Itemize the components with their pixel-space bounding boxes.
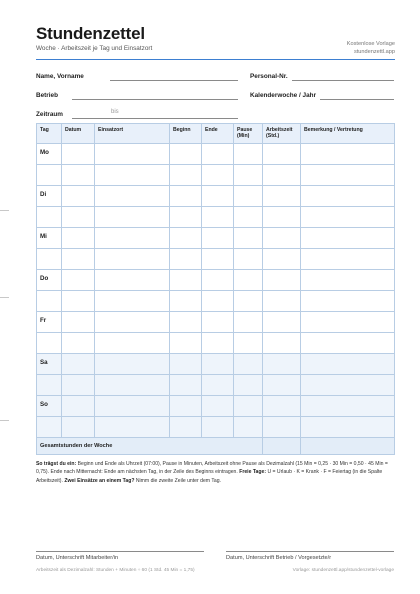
table-row bbox=[37, 228, 395, 249]
notes-text-3: Nimm die zweite Zeile unter dem Tag. bbox=[135, 477, 221, 484]
margin-mark bbox=[0, 210, 9, 211]
table-cell[interactable] bbox=[202, 186, 234, 207]
table-cell[interactable] bbox=[170, 207, 202, 228]
table-cell[interactable] bbox=[62, 312, 95, 333]
table-cell bbox=[37, 375, 62, 396]
table-cell[interactable] bbox=[170, 186, 202, 207]
table-cell[interactable] bbox=[263, 207, 301, 228]
table-cell[interactable] bbox=[263, 417, 301, 438]
table-cell[interactable] bbox=[234, 186, 263, 207]
table-cell[interactable] bbox=[263, 228, 301, 249]
betrieb-field[interactable] bbox=[72, 99, 238, 100]
table-cell[interactable] bbox=[95, 291, 170, 312]
col-header-pause: Pause (Min) bbox=[234, 124, 263, 144]
table-cell[interactable] bbox=[263, 249, 301, 270]
table-cell[interactable] bbox=[62, 186, 95, 207]
table-cell[interactable] bbox=[263, 165, 301, 186]
table-cell[interactable] bbox=[95, 165, 170, 186]
table-cell[interactable] bbox=[263, 396, 301, 417]
table-cell[interactable] bbox=[301, 312, 395, 333]
table-cell[interactable] bbox=[301, 144, 395, 165]
table-row bbox=[37, 207, 395, 228]
table-cell[interactable] bbox=[170, 165, 202, 186]
table-cell[interactable] bbox=[62, 375, 95, 396]
table-cell[interactable] bbox=[95, 354, 170, 375]
table-row bbox=[37, 270, 395, 291]
table-cell[interactable] bbox=[95, 249, 170, 270]
page-subtitle: Woche · Arbeitszeit je Tag und Einsatzort bbox=[36, 45, 153, 52]
table-cell bbox=[37, 291, 62, 312]
table-cell[interactable] bbox=[170, 312, 202, 333]
signature-line-employee[interactable] bbox=[36, 551, 204, 552]
table-cell[interactable] bbox=[170, 396, 202, 417]
header-rule bbox=[36, 59, 395, 60]
col-header-tag: Tag bbox=[37, 124, 62, 144]
table-cell[interactable] bbox=[202, 396, 234, 417]
margin-mark bbox=[0, 420, 9, 421]
col-header-bemerkung: Bemerkung / Vertretung bbox=[301, 124, 395, 144]
notes-heading-3: Zwei Einsätze an einem Tag? bbox=[64, 477, 135, 484]
table-row bbox=[37, 375, 395, 396]
table-cell[interactable] bbox=[202, 291, 234, 312]
badge-line-1: Kostenlose Vorlage bbox=[346, 41, 395, 47]
table-row bbox=[37, 165, 395, 186]
table-cell[interactable] bbox=[170, 333, 202, 354]
table-cell[interactable] bbox=[95, 396, 170, 417]
table-row bbox=[37, 249, 395, 270]
betrieb-label: Betrieb bbox=[36, 92, 59, 99]
table-cell[interactable] bbox=[301, 354, 395, 375]
table-cell[interactable] bbox=[301, 207, 395, 228]
zeitraum-field[interactable] bbox=[72, 118, 238, 119]
table-cell[interactable] bbox=[301, 417, 395, 438]
table-row bbox=[37, 333, 395, 354]
day-label-fr: Fr bbox=[37, 312, 62, 333]
footer-note: Arbeitszeit als Dezimalzahl: Stunden + Minuten ÷ 60 (1 Std. 45 Min = 1,75) bbox=[36, 568, 195, 573]
table-cell[interactable] bbox=[234, 333, 263, 354]
table-cell[interactable] bbox=[202, 165, 234, 186]
instructions bbox=[36, 460, 394, 485]
table-cell[interactable] bbox=[301, 333, 395, 354]
notes-text-1: Beginn und Ende als Uhrzeit (07:00), Pause in Minuten, Arbeitszeit ohne Pause als Dezimalzahl (15 Min = 0,25 · 30 Min = 0,50 · 45 Min = 0,75). Ende nach Mitternacht: Ende am nächsten Tag, in der Zeile des Beginns eintragen. bbox=[36, 461, 388, 476]
table-cell[interactable] bbox=[234, 312, 263, 333]
notes-heading-2: Freie Tage: bbox=[239, 469, 267, 476]
page-title: Stundenzettel bbox=[36, 24, 145, 43]
badge-line-2: stundenzettl.app bbox=[353, 49, 395, 55]
day-label-mi: Mi bbox=[37, 228, 62, 249]
table-cell[interactable] bbox=[263, 270, 301, 291]
table-cell[interactable] bbox=[202, 333, 234, 354]
total-empty-cell bbox=[301, 438, 395, 455]
total-label: Gesamtstunden der Woche bbox=[37, 438, 263, 455]
table-cell[interactable] bbox=[263, 375, 301, 396]
table-cell[interactable] bbox=[170, 144, 202, 165]
table-cell bbox=[37, 165, 62, 186]
table-cell[interactable] bbox=[95, 186, 170, 207]
day-label-sa: Sa bbox=[37, 354, 62, 375]
table-cell[interactable] bbox=[62, 144, 95, 165]
day-label-mo: Mo bbox=[37, 144, 62, 165]
table-cell[interactable] bbox=[234, 417, 263, 438]
table-cell[interactable] bbox=[62, 270, 95, 291]
col-header-beginn: Beginn bbox=[170, 124, 202, 144]
table-cell[interactable] bbox=[263, 333, 301, 354]
zeitraum-label: Zeitraum bbox=[36, 111, 63, 118]
table-cell[interactable] bbox=[301, 375, 395, 396]
name-field[interactable] bbox=[110, 80, 238, 81]
table-cell[interactable] bbox=[234, 249, 263, 270]
table-cell[interactable] bbox=[170, 270, 202, 291]
table-cell[interactable] bbox=[170, 354, 202, 375]
personal-nr-label: Personal-Nr. bbox=[250, 73, 288, 80]
signature-label-employee: Datum, Unterschrift Mitarbeiter/in bbox=[36, 555, 119, 561]
table-cell bbox=[37, 207, 62, 228]
table-cell[interactable] bbox=[170, 291, 202, 312]
table-cell[interactable] bbox=[95, 207, 170, 228]
day-label-so: So bbox=[37, 396, 62, 417]
day-label-di: Di bbox=[37, 186, 62, 207]
table-cell[interactable] bbox=[234, 165, 263, 186]
signature-line-employer[interactable] bbox=[226, 551, 394, 552]
kalenderwoche-field[interactable] bbox=[320, 99, 394, 100]
table-cell bbox=[37, 333, 62, 354]
col-header-datum: Datum bbox=[62, 124, 95, 144]
table-cell[interactable] bbox=[202, 312, 234, 333]
table-cell[interactable] bbox=[62, 291, 95, 312]
table-cell[interactable] bbox=[170, 417, 202, 438]
table-cell[interactable] bbox=[202, 270, 234, 291]
table-cell[interactable] bbox=[263, 312, 301, 333]
zeitraum-bis: bis bbox=[111, 109, 119, 115]
table-cell[interactable] bbox=[301, 249, 395, 270]
table-cell[interactable] bbox=[95, 417, 170, 438]
table-cell[interactable] bbox=[95, 375, 170, 396]
table-cell[interactable] bbox=[95, 228, 170, 249]
table-cell[interactable] bbox=[234, 270, 263, 291]
footer-source: Vorlage: stundenzettl.app/stundenzettel-vorlage bbox=[292, 568, 394, 573]
signature-label-employer: Datum, Unterschrift Betrieb / Vorgesetzte/r bbox=[226, 555, 332, 561]
table-cell[interactable] bbox=[202, 228, 234, 249]
table-cell[interactable] bbox=[202, 375, 234, 396]
table-cell[interactable] bbox=[234, 354, 263, 375]
table-cell[interactable] bbox=[263, 291, 301, 312]
table-cell[interactable] bbox=[170, 375, 202, 396]
table-cell[interactable] bbox=[301, 291, 395, 312]
name-label: Name, Vorname bbox=[36, 73, 84, 80]
table-cell[interactable] bbox=[95, 144, 170, 165]
table-cell[interactable] bbox=[202, 249, 234, 270]
table-cell[interactable] bbox=[263, 144, 301, 165]
total-hours-cell[interactable] bbox=[263, 438, 301, 455]
notes-heading-1: So trägst du ein: bbox=[36, 461, 77, 467]
table-row bbox=[37, 291, 395, 312]
table-cell[interactable] bbox=[62, 249, 95, 270]
table-cell[interactable] bbox=[62, 165, 95, 186]
table-row bbox=[37, 312, 395, 333]
col-header-einsatzort: Einsatzort bbox=[95, 124, 170, 144]
table-cell[interactable] bbox=[234, 207, 263, 228]
table-cell[interactable] bbox=[234, 396, 263, 417]
table-cell[interactable] bbox=[170, 249, 202, 270]
table-cell[interactable] bbox=[95, 270, 170, 291]
table-cell[interactable] bbox=[170, 228, 202, 249]
col-header-ende: Ende bbox=[202, 124, 234, 144]
table-cell[interactable] bbox=[62, 333, 95, 354]
table-cell[interactable] bbox=[263, 354, 301, 375]
table-cell[interactable] bbox=[62, 228, 95, 249]
table-cell[interactable] bbox=[62, 396, 95, 417]
time-table bbox=[36, 123, 395, 455]
table-row bbox=[37, 186, 395, 207]
table-cell[interactable] bbox=[62, 354, 95, 375]
table-cell[interactable] bbox=[234, 228, 263, 249]
table-cell bbox=[37, 249, 62, 270]
table-cell[interactable] bbox=[234, 375, 263, 396]
total-row bbox=[37, 438, 395, 455]
col-header-arbeitszeit: Arbeitszeit (Std.) bbox=[263, 124, 301, 144]
table-cell[interactable] bbox=[202, 207, 234, 228]
personal-nr-field[interactable] bbox=[292, 80, 394, 81]
table-cell[interactable] bbox=[202, 354, 234, 375]
table-cell[interactable] bbox=[301, 270, 395, 291]
table-cell[interactable] bbox=[234, 144, 263, 165]
table-cell[interactable] bbox=[95, 312, 170, 333]
margin-mark bbox=[0, 297, 9, 298]
table-cell[interactable] bbox=[301, 165, 395, 186]
day-label-do: Do bbox=[37, 270, 62, 291]
table-cell[interactable] bbox=[234, 291, 263, 312]
table-row bbox=[37, 144, 395, 165]
table-row bbox=[37, 396, 395, 417]
table-cell[interactable] bbox=[202, 417, 234, 438]
kalenderwoche-label: Kalenderwoche / Jahr bbox=[250, 92, 317, 99]
table-row bbox=[37, 417, 395, 438]
table-cell[interactable] bbox=[62, 417, 95, 438]
notes-text-2: U = Urlaub · K = Krank · F = Feiertag (in die Spalte Arbeitszeit). bbox=[36, 469, 383, 484]
table-cell[interactable] bbox=[301, 228, 395, 249]
table-row bbox=[37, 354, 395, 375]
table-cell[interactable] bbox=[301, 396, 395, 417]
source-badge bbox=[347, 40, 395, 56]
table-cell[interactable] bbox=[263, 186, 301, 207]
table-cell bbox=[37, 417, 62, 438]
table-cell[interactable] bbox=[202, 144, 234, 165]
table-cell[interactable] bbox=[62, 207, 95, 228]
table-cell[interactable] bbox=[95, 333, 170, 354]
table-cell[interactable] bbox=[301, 186, 395, 207]
